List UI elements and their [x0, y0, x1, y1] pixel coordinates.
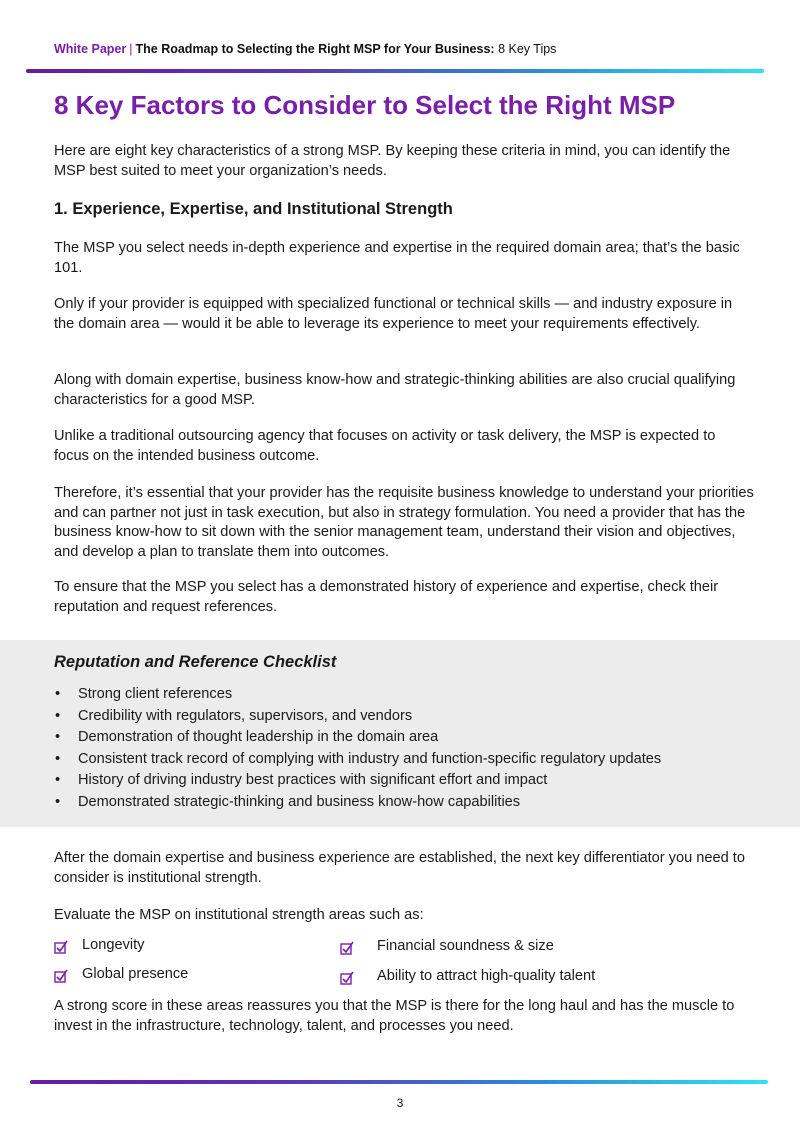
evaluate-paragraph: Evaluate the MSP on institutional strength areas such as:	[54, 907, 424, 923]
section-paragraph: Only if your provider is equipped with specialized functional or technical skills — and industry exposure in the domain area — would it be able to leverage its experience to meet your requirements effectively.	[54, 296, 733, 332]
checklist-item: • Consistent track record of complying with industry and function-specific regulatory updates	[54, 749, 661, 771]
page-number: 3	[396, 1096, 404, 1110]
intro-paragraph: Here are eight key characteristics of a strong MSP. By keeping these criteria in mind, you can identify the MSP best suited to meet your organization’s needs.	[54, 143, 731, 179]
checkbox-checked-icon	[54, 940, 68, 954]
checklist-item: • History of driving industry best practices with significant effort and impact	[54, 770, 661, 792]
section-paragraph: The MSP you select needs in-depth experience and expertise in the required domain area; that’s the basic 101.	[54, 240, 740, 276]
closing-paragraph: A strong score in these areas reassures you that the MSP is there for the long haul and has the muscle to invest in the infrastructure, technology, talent, and processes you need.	[54, 998, 735, 1034]
checklist-item: • Demonstrated strategic-thinking and business know-how capabilities	[54, 792, 661, 814]
checklist-list	[54, 684, 661, 813]
checkbox-checked-icon	[340, 941, 354, 955]
checklist-item: • Strong client references	[54, 684, 661, 706]
header-subtitle: 8 Key Tips	[498, 42, 557, 56]
checklist-item: • Demonstration of thought leadership in the domain area	[54, 727, 661, 749]
section-paragraph: Unlike a traditional outsourcing agency that focuses on activity or task delivery, the MSP is expected to focus on the intended business outcome.	[54, 428, 716, 464]
header-title: The Roadmap to Selecting the Right MSP for Your Business:	[135, 42, 495, 56]
page-title: 8 Key Factors to Consider to Select the Right MSP	[54, 90, 676, 120]
section-paragraph: Therefore, it’s essential that your provider has the requisite business knowledge to understand your priorities and can partner not just in task execution, but also in strategy formulation. You need a provider that has the business know-how to sit down with the senior management team, understand their vision and objectives, and develop a plan to translate them into outcomes.	[54, 485, 754, 560]
strength-label: Longevity	[82, 937, 145, 953]
checklist-item: • Credibility with regulators, supervisors, and vendors	[54, 706, 661, 728]
strength-label: Ability to attract high-quality talent	[377, 968, 596, 984]
header-separator: |	[129, 42, 133, 56]
running-header	[54, 42, 556, 56]
strength-label: Financial soundness & size	[377, 938, 554, 954]
section-paragraph: Along with domain expertise, business know-how and strategic-thinking abilities are also crucial qualifying characteristics for a good MSP.	[54, 372, 736, 408]
checklist-title: Reputation and Reference Checklist	[54, 653, 337, 671]
section-heading: 1. Experience, Expertise, and Institutional Strength	[54, 200, 453, 218]
checkbox-checked-icon	[340, 971, 354, 985]
strength-label: Global presence	[82, 966, 189, 982]
section-paragraph: To ensure that the MSP you select has a demonstrated history of experience and expertise, check their reputation and request references.	[54, 579, 719, 615]
after-paragraph: After the domain expertise and business experience are established, the next key differentiator you need to consider is institutional strength.	[54, 850, 745, 886]
checklist-box	[0, 640, 800, 827]
checkbox-checked-icon	[54, 969, 68, 983]
footer-rule	[30, 1080, 768, 1084]
header-rule	[26, 69, 764, 73]
header-label: White Paper	[54, 42, 127, 56]
